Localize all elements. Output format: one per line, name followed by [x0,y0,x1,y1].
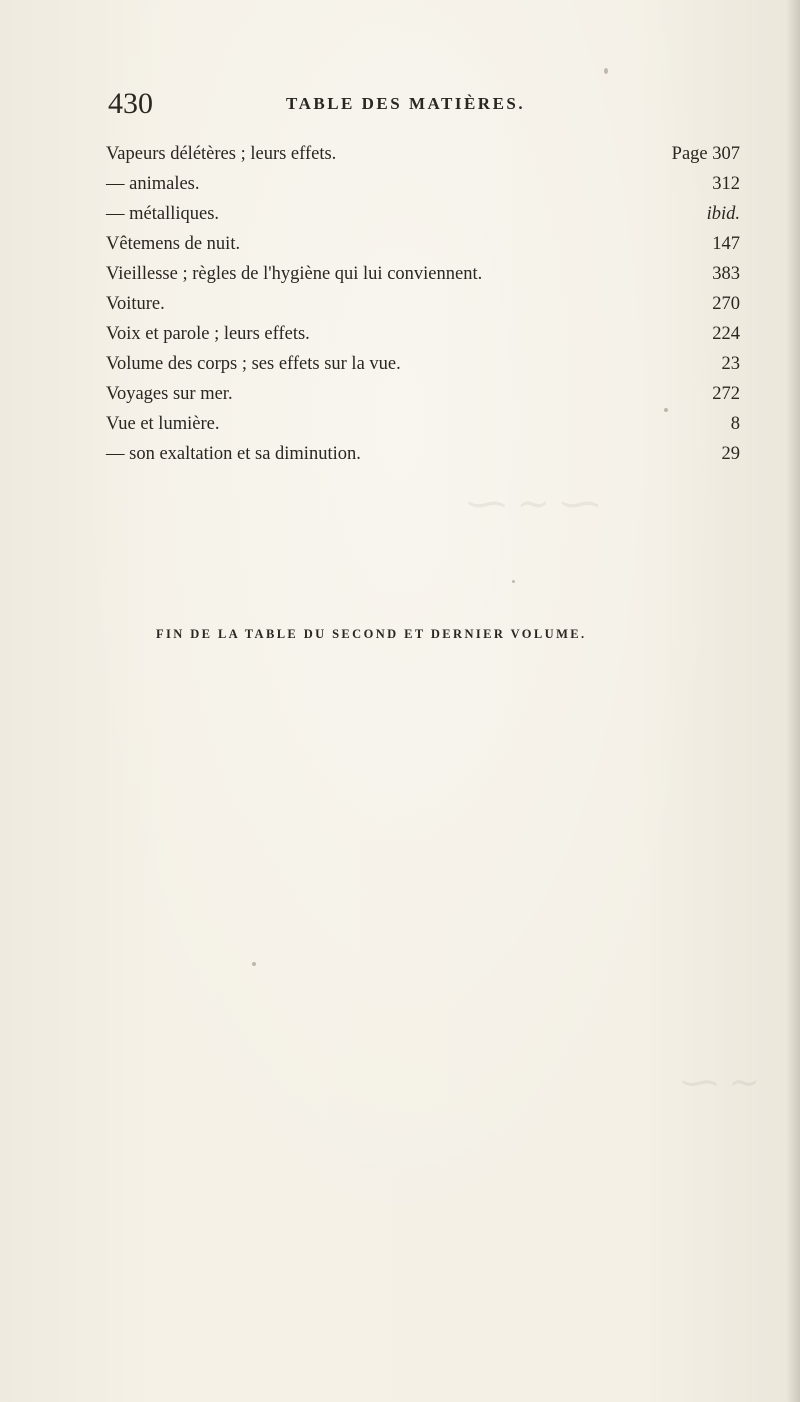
index-entry [106,439,740,469]
index-entry [106,319,740,349]
entry-text: Volume des corps ; ses effets sur la vue. [106,354,401,374]
page-edge-shadow [786,0,800,1402]
index-entry [106,349,740,379]
index-entry [106,379,740,409]
index-entry [106,409,740,439]
entry-page-ref: 29 [721,444,740,464]
entry-text: Voyages sur mer. [106,384,233,404]
entry-text: Vieillesse ; règles de l'hygiène qui lui conviennent. [106,264,483,284]
entry-text: Voix et parole ; leurs effets. [106,324,310,344]
page-number: 430 [108,87,153,120]
entry-page-ref: ibid. [706,204,740,224]
entry-text: — son exaltation et sa diminution. [106,444,361,464]
paper-speck [604,68,608,74]
end-colophon: FIN DE LA TABLE DU SECOND ET DERNIER VOLUME. [156,627,587,641]
index-entry [106,139,740,169]
entry-text: — animales. [106,174,200,194]
entry-page-ref: Page 307 [671,144,740,164]
entry-page-ref: 224 [712,324,740,344]
entry-page-ref: 147 [712,234,740,254]
entry-page-ref: 8 [730,414,740,434]
index-entry [106,259,740,289]
page-header [108,82,708,126]
entry-text: Vapeurs délétères ; leurs effets. [106,144,337,164]
running-title: TABLE DES MATIÈRES. [286,94,526,113]
index-entry [106,229,740,259]
entry-text: — métalliques. [106,204,220,224]
paper-speck [252,962,256,966]
entry-text: Vêtemens de nuit. [106,234,241,254]
bleed-through-texture: ∽ ⁓ [680,1062,760,1104]
entry-page-ref: 312 [712,174,740,194]
entry-text: Voiture. [106,294,165,314]
entry-page-ref: 383 [712,264,740,284]
index-entry [106,169,740,199]
entry-text: Vue et lumière. [106,414,220,434]
paper-speck [512,580,515,583]
index-list [106,139,740,469]
entry-page-ref: 23 [721,354,740,374]
entry-page-ref: 270 [712,294,740,314]
bleed-through-texture: ⁓ ∽ ⁓ [466,481,600,526]
entry-page-ref: 272 [712,384,740,404]
index-entry [106,199,740,229]
index-entry [106,289,740,319]
